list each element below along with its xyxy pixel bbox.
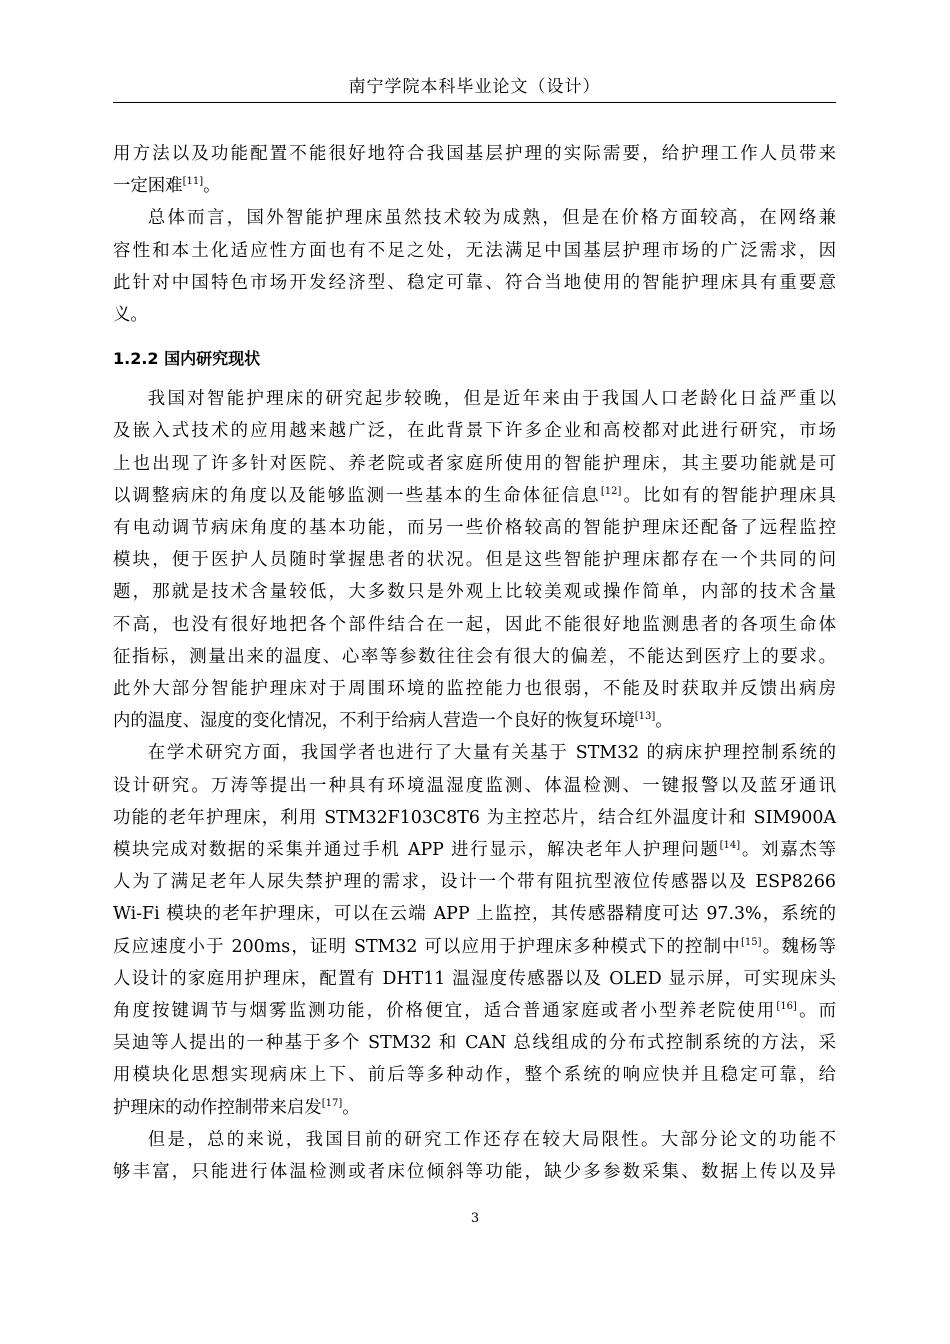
text-line: 反应速度小于 200ms，证明 STM32 可以应用于护理床多种模式下的控制中[15]。魏杨等 [113,936,836,957]
header-title: 南宁学院本科毕业论文（设计） [348,77,601,97]
section-heading [113,343,836,375]
text-line: 征指标，测量出来的温度、心率等参数往往会有很大的偏差，不能达到医疗上的要求。 [113,646,836,667]
text-line: 模块，便于医护人员随时掌握患者的状况。但是这些智能护理床都存在一个共同的问 [113,550,836,571]
text-line: 题，那就是技术含量较低，大多数只是外观上比较美观或操作简单，内部的技术含量 [113,582,836,603]
section-title: 国内研究现状 [164,349,261,369]
text-line: 角度按键调节与烟雾监测功能，价格便宜，适合普通家庭或者小型养老院使用[16]。而 [113,1001,836,1022]
text-line: 上也出现了许多针对医院、养老院或者家庭所使用的智能护理床，其主要功能就是可 [113,453,836,474]
text-line: 容性和本土化适应性方面也有不足之处，无法满足中国基层护理市场的广泛需求，因 [113,240,836,261]
citation: [12] [600,486,622,498]
text-line: 用方法以及功能配置不能很好地符合我国基层护理的实际需要，给护理工作人员带来 [113,144,836,164]
text-line: 但是，总的来说，我国目前的研究工作还存在较大局限性。大部分论文的功能不 [147,1129,836,1150]
text-line: 有电动调节病床角度的基本功能，而另一些价格较高的智能护理床还配备了远程监控 [113,518,836,539]
page-body [113,138,836,1188]
section-number: 1.2.2 [113,349,159,369]
text-line: 及嵌入式技术的应用越来越广泛，在此背景下许多企业和高校都对此进行研究，市场 [113,421,836,442]
citation: [16] [776,1001,797,1013]
text-line: 我国对智能护理床的研究起步较晚，但是近年来由于我国人口老龄化日益严重以 [147,389,836,410]
text-line: 总体而言，国外智能护理床虽然技术较为成熟，但是在价格方面较高，在网络兼 [147,208,836,229]
text-line: 此针对中国特色市场开发经济型、稳定可靠、符合当地使用的智能护理床具有重要意 [113,272,836,293]
text-line: 以调整病床的角度以及能够监测一些基本的生命体征信息[12]。比如有的智能护理床具 [113,485,836,506]
text-line: 在学术研究方面，我国学者也进行了大量有关基于 STM32 的病床护理控制系统的 [147,743,836,764]
text-line: 护理床的动作控制带来启发[17]。 [113,1097,360,1118]
citation: [11] [182,176,204,188]
citation: [13] [634,711,656,723]
text-line: 用模块化思想实现病床上下、前后等多种动作，整个系统的响应快并且稳定可靠，给 [113,1065,836,1086]
text-line: 义。 [113,305,148,326]
text-line: 内的温度、湿度的变化情况，不利于给病人营造一个良好的恢复环境[13]。 [113,711,673,732]
text-line: 不高，也没有很好地把各个部件结合在一起，因此不能很好地监测患者的各项生命体 [113,614,836,635]
page-header [113,76,836,103]
text-line: 设计研究。万涛等提出一种具有环境温湿度监测、体温检测、一键报警以及蓝牙通讯 [113,775,836,796]
text-line: 吴迪等人提出的一种基于多个 STM32 和 CAN 总线组成的分布式控制系统的方法，采 [113,1033,836,1054]
text-line: 人为了满足老年人尿失禁护理的需求，设计一个带有阻抗型液位传感器以及 ESP8266 [113,872,836,893]
text-line: 模块完成对数据的采集并通过手机 APP 进行显示，解决老年人护理问题[14]。刘嘉杰等 [113,840,836,861]
citation: [17] [321,1097,343,1109]
page-number: 3 [470,1211,480,1226]
text-line: Wi-Fi 模块的老年护理床，可以在云端 APP 上监控，其传感器精度可达 97.3%，系统的 [113,904,836,925]
citation: [15] [740,936,762,948]
paragraph-2 [113,202,836,331]
paragraph-4 [113,737,836,1123]
text-line: 够丰富，只能进行体温检测或者床位倾斜等功能，缺少多参数采集、数据上传以及异 [113,1162,836,1183]
citation: [14] [719,840,741,852]
text-line: 人设计的家庭用护理床，配置有 DHT11 温湿度传感器以及 OLED 显示屏，可实现床头 [113,968,836,989]
text-line: 功能的老年护理床，利用 STM32F103C8T6 为主控芯片，结合红外温度计和 SIM900A [113,807,836,828]
text-line: 一定困难[11]。 [113,176,221,197]
paragraph-1 [113,138,836,202]
text-line: 此外大部分智能护理床对于周围环境的监控能力也很弱，不能及时获取并反馈出病房 [113,679,836,700]
paragraph-3 [113,383,836,737]
paragraph-5 [113,1124,836,1188]
